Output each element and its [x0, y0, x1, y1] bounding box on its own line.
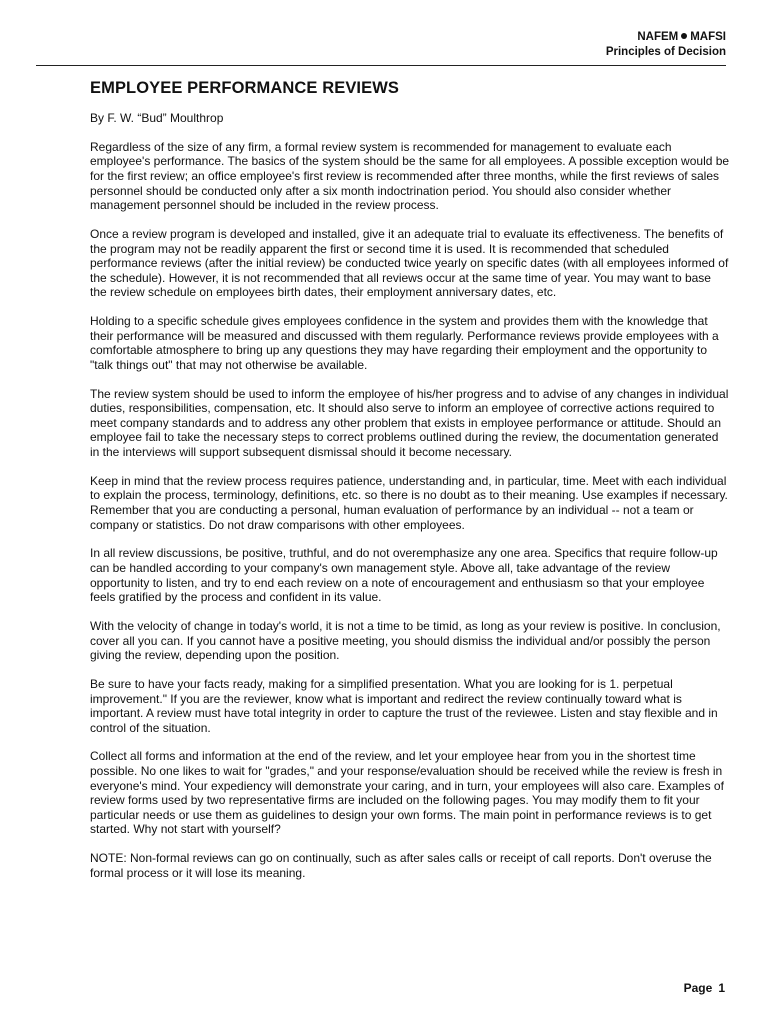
page-label: Page: [683, 981, 713, 995]
page-footer: [684, 981, 725, 995]
paragraph-10: NOTE: Non-formal reviews can go on continually, such as after sales calls or receipt of call reports. Don't overuse the formal process or it will lose its meaning.: [90, 851, 712, 880]
paragraph-4: The review system should be used to inform the employee of his/her progress and to advise of any changes in individual duties, responsibilities, compensation, etc. It should also serve to inform an employee of corrective actions required to meet company standards and to address any other problem that exists in employee performance or attitude. Should an employee fail to take the necessary steps to correct problems outlined during the review, the documentation generated in the interviews will support subsequent dismissal should it become necessary.: [90, 386, 729, 460]
header-org-nafem: NAFEM: [637, 31, 679, 43]
paragraph-1: Regardless of the size of any firm, a formal review system is recommended for management to evaluate each employee's performance. The basics of the system should be the same for all employees. A possible exception would be for the first review; an office employee's first review is recommended after three months, while the first reviews of sales personnel should be conducted only after a six month indoctrination period. You should also consider whether management personnel should be included in the review process.: [90, 139, 730, 213]
paragraph-5: Keep in mind that the review process requires patience, understanding and, in particular, time. Meet with each individual to explain the process, terminology, definitions, etc. so there is no doubt as to their meaning. Use examples if necessary. Remember that you are conducting a personal, human evaluation of performance by an individual -- not a team or company or statistics. Do not draw comparisons with other employees.: [90, 473, 728, 532]
header-organizations: [606, 30, 726, 45]
document-body: [90, 111, 730, 895]
paragraph-2: Once a review program is developed and installed, give it an adequate trial to evaluate its effectiveness. The benefits of the program may not be readily apparent the first or second time it is used. It is recommended that scheduled performance reviews (after the initial review) be conducted twice yearly on specific dates (with all employees informed of the schedule). However, it is not recommended that all reviews occur at the same time of year. You may want to base the review schedule on employees birth dates, their employment anniversary dates, etc.: [90, 226, 729, 300]
header-org-mafsi: MAFSI: [690, 31, 726, 43]
paragraph-6: In all review discussions, be positive, truthful, and do not overemphasize any one area. Specifics that require follow-up can be handled according to your company's own management style. Above all, take advantage of the review opportunity to listen, and try to end each review on a note of encouragement and enthusiasm so that your employee feels gratified by the process and confident in its value.: [90, 546, 718, 605]
byline: By F. W. “Bud” Moulthrop: [90, 111, 224, 125]
document-title: EMPLOYEE PERFORMANCE REVIEWS: [90, 79, 400, 97]
header-divider: [36, 65, 726, 66]
header-subtitle: Principles of Decision: [605, 46, 726, 58]
paragraph-3: Holding to a specific schedule gives employees confidence in the system and provides them with the knowledge that their performance will be measured and discussed with them regularly. Performance reviews provide employees with a comfortable atmosphere to bring up any questions they may have regarding their employment and the opportunity to "talk things out" that may not otherwise be available.: [90, 314, 719, 372]
paragraph-8: Be sure to have your facts ready, making for a simplified presentation. What you are looking for is 1. perpetual improvement." If you are the reviewer, know what is important and redirect the review continually toward what is important. A review must have total integrity in order to capture the trust of the reviewee. Listen and stay flexible and in control of the situation.: [90, 676, 718, 735]
page-header: [606, 30, 726, 60]
page-number: 1: [718, 981, 725, 995]
paragraph-7: With the velocity of change in today's world, it is not a time to be timid, as long as your review is positive. In conclusion, cover all you can. If you cannot have a positive meeting, you should dismiss the individual and/or possibly the person giving the review, depending upon the position.: [90, 618, 721, 663]
paragraph-9: Collect all forms and information at the end of the review, and let your employee hear from you in the shortest time possible. No one likes to wait for "grades," and your response/evaluation should be received while the review is fresh in everyone's mind. Your expediency will demonstrate your caring, and in turn, your employees will also care. Examples of review forms used by two representative firms are included on the following pages. You may modify them to fit your particular needs or use them as guidelines to design your own forms. The main point in performance reviews is to get started. Why not start with yourself?: [90, 749, 724, 837]
bullet-icon: [681, 33, 687, 39]
